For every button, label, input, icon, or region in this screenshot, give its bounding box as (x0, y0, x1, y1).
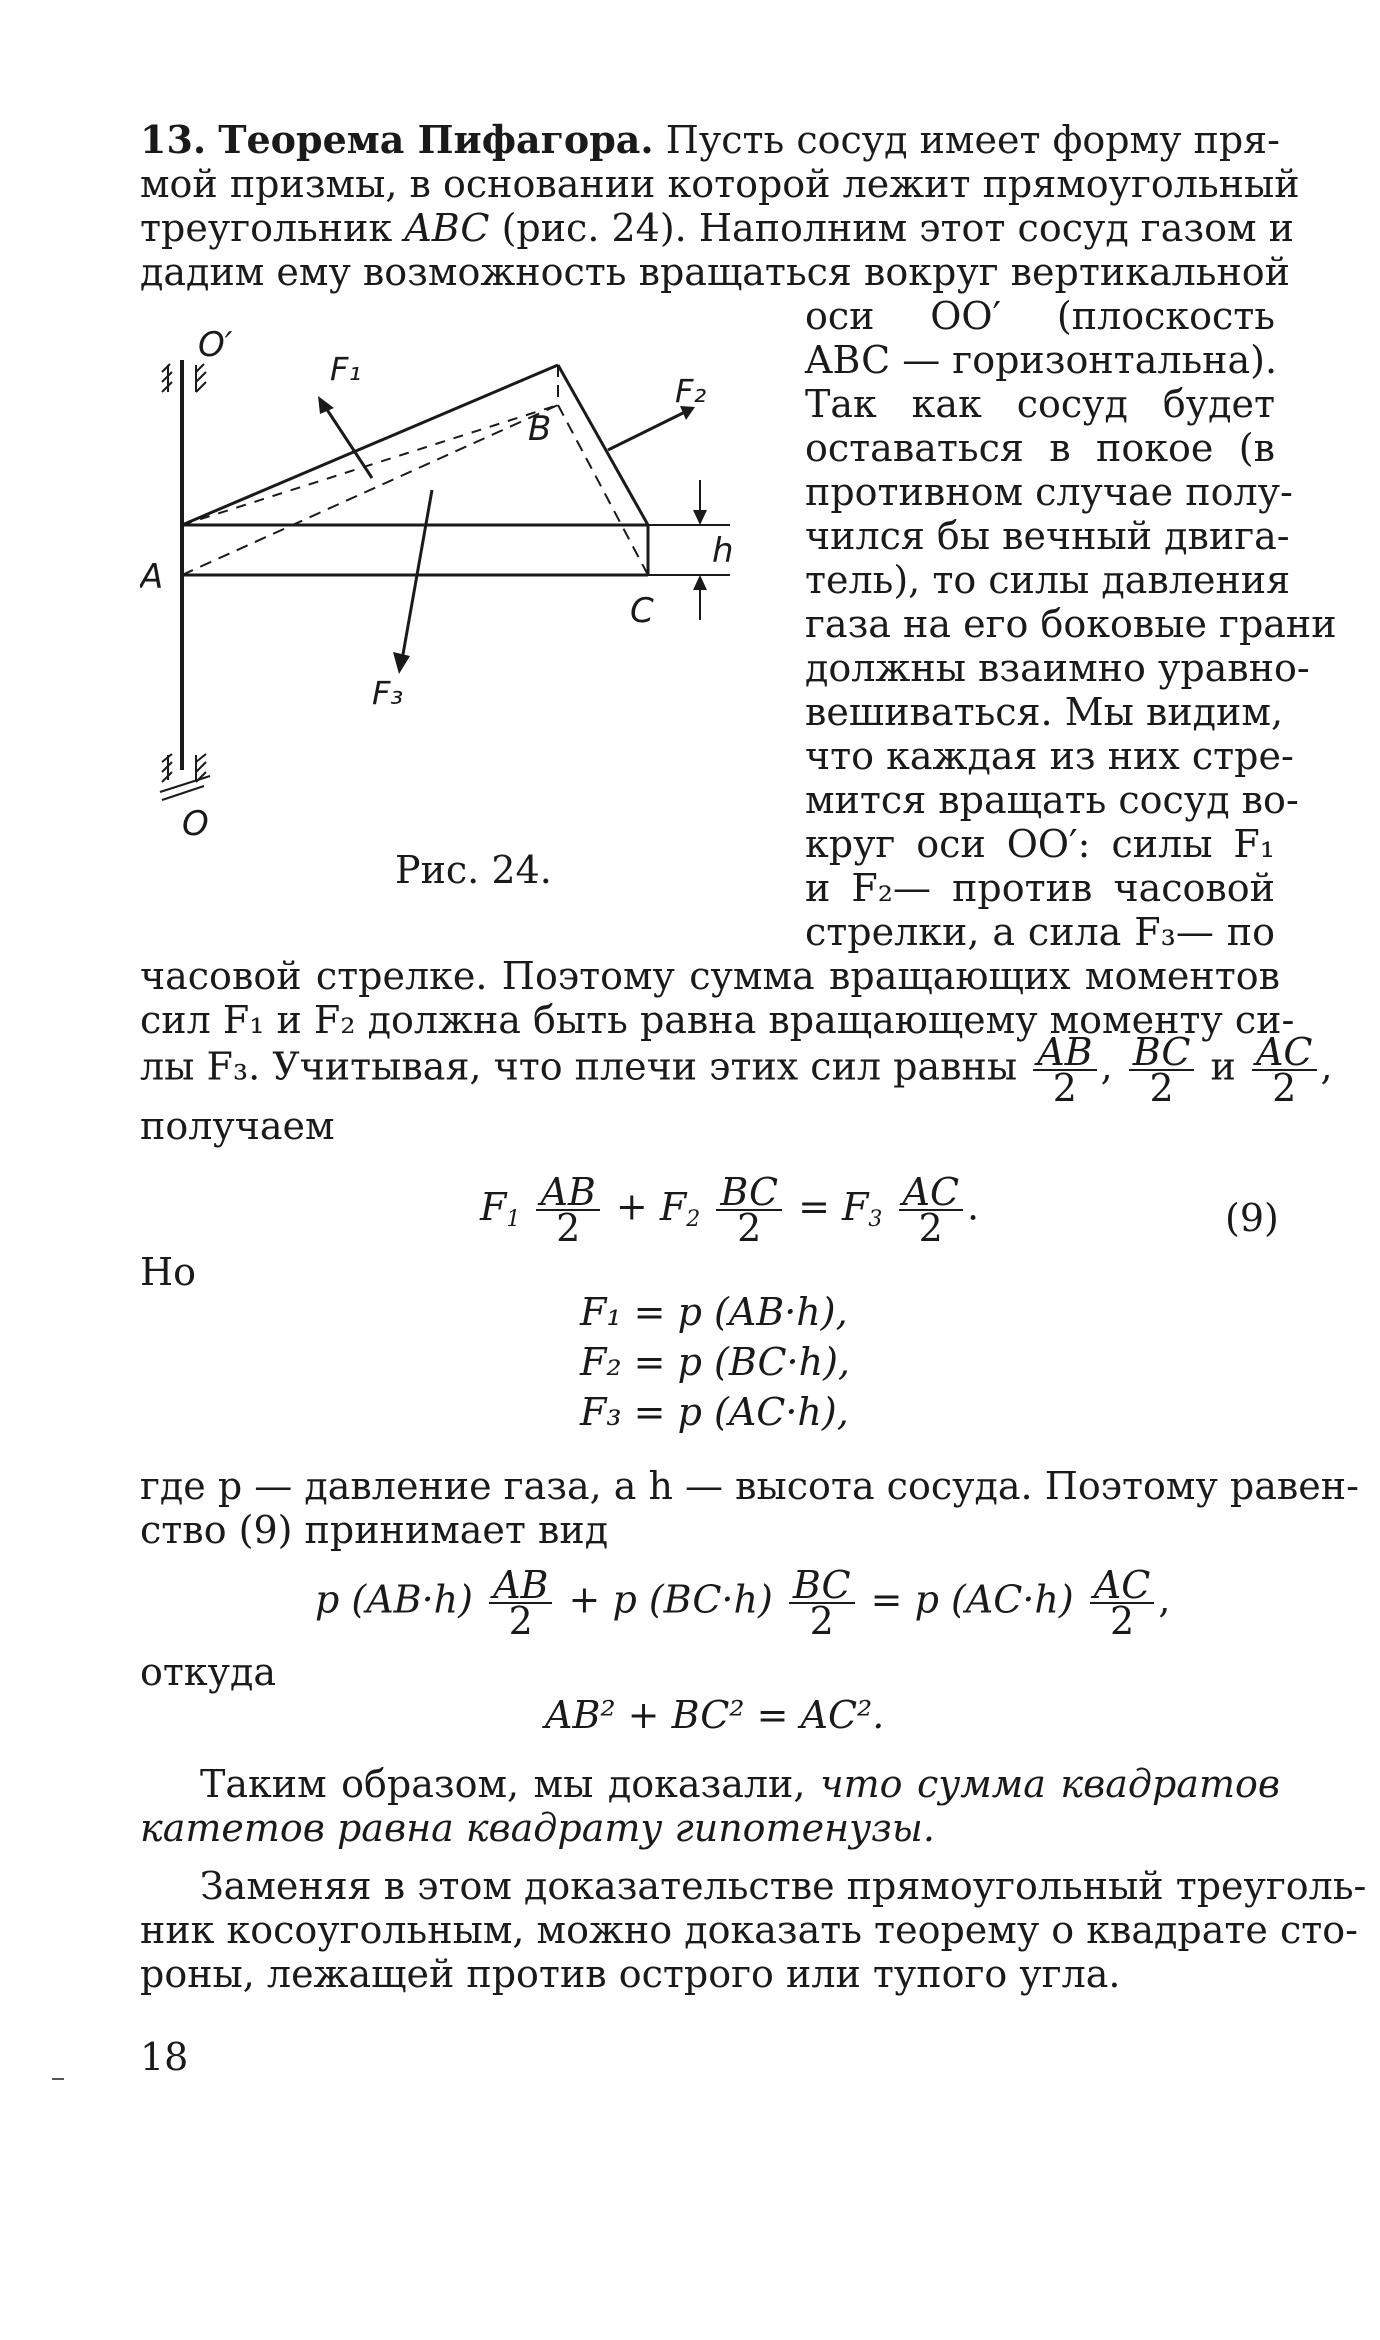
side-line: ABC — горизонтальна). (805, 338, 1278, 382)
otkuda-word: откуда (140, 1650, 277, 1694)
page-number: 18 (140, 2035, 189, 2079)
side-line: оси OO′ (плоскость (805, 294, 1275, 338)
section-line-2: мой призмы, в основании которой лежит прямоугольный (140, 162, 1300, 206)
side-line: мится вращать сосуд во- (805, 778, 1299, 822)
section-line-4: дадим ему возможность вращаться вокруг вертикальной (140, 250, 1290, 294)
para1-line-4: получаем (140, 1104, 335, 1148)
conclusion-line-2: катетов равна квадрату гипотенузы. (140, 1806, 935, 1850)
para1-line-1: часовой стрелке. Поэтому сумма вращающих моментов (140, 954, 1280, 998)
label-a: A (140, 557, 164, 597)
label-f3: F₃ (372, 674, 404, 712)
pythagoras-equation: AB² + BC² = AC². (545, 1693, 885, 1737)
section-number: 13. (140, 117, 207, 162)
side-line: стрелки, а сила F₃— по (805, 910, 1275, 954)
side-line: и F₂— против часовой (805, 866, 1275, 910)
label-o-bottom: O (182, 804, 209, 844)
section-line-1: 13. Теорема Пифагора. Пусть сосуд имеет форму пря- (140, 117, 1280, 162)
force-eq-3: F₃ = p (AC·h), (580, 1390, 849, 1434)
side-line: чился бы вечный двига- (805, 514, 1290, 558)
final-line-2: ник косоугольным, можно доказать теорему о квадрате сто- (140, 1908, 1359, 1952)
label-f1: F₁ (330, 350, 362, 388)
side-line: что каждая из них стре- (805, 734, 1294, 778)
final-line-1: Заменяя в этом доказательстве прямоугольный треуголь- (200, 1864, 1367, 1908)
equation-9: $F_1$ $\frac{AB}{2}$ + $F_2$ $\frac{BC}{2}$ = $F_3$ $\frac{AC}{2}$ . (480, 1170, 980, 1250)
label-b: B (528, 409, 552, 449)
section-line-3: треугольник ABC (рис. 24). Наполним этот сосуд газом и (140, 206, 1294, 250)
side-line: круг оси OO′: силы F₁ (805, 822, 1275, 866)
side-line: газа на его боковые грани (805, 602, 1337, 646)
side-line: вешиваться. Мы видим, (805, 690, 1284, 734)
bottom-bearing-icon (160, 754, 210, 800)
figure-24 (140, 330, 780, 890)
side-line: тель), то силы давления (805, 558, 1291, 602)
label-f2: F₂ (675, 372, 707, 410)
fraction-ab-2: $\frac{AB}{2}$ (1033, 1035, 1096, 1105)
label-h: h (712, 531, 734, 571)
label-c: C (630, 591, 654, 631)
para1-line-2: сил F₁ и F₂ должна быть равна вращающему моменту си- (140, 998, 1295, 1042)
side-line: должны взаимно уравно- (805, 646, 1310, 690)
fraction-bc-2: $\frac{BC}{2}$ (1129, 1035, 1195, 1105)
no-word: Но (140, 1250, 197, 1294)
force-eq-1: F₁ = p (AB·h), (580, 1290, 848, 1334)
para2-line-1: где p — давление газа, а h — высота сосуда. Поэтому равен- (140, 1464, 1359, 1508)
side-line: оставаться в покое (в (805, 426, 1275, 470)
section-title: Теорема Пифагора. (218, 117, 654, 162)
edge-mark (52, 2078, 64, 2080)
pressure-equation: p (AB·h) $\frac{AB}{2}$ + p (BC·h) $\frac{BC}{2}$ = p (AC·h) $\frac{AC}{2}$ , (315, 1563, 1171, 1643)
para2-line-2: ство (9) принимает вид (140, 1508, 609, 1552)
equation-9-label: (9) (1225, 1196, 1279, 1240)
para1-line-3: лы F₃. Учитывая, что плечи этих сил равны $\frac{AB}{2}$ , $\frac{BC}{2}$ и $\frac{AC}{2}$ , (140, 1030, 1333, 1110)
force-eq-2: F₂ = p (BC·h), (580, 1340, 850, 1384)
conclusion-line-1: Таким образом, мы доказали, что сумма квадратов (200, 1762, 1280, 1806)
fraction-ac-2: $\frac{AC}{2}$ (1252, 1035, 1317, 1105)
side-line: Так как сосуд будет (805, 382, 1275, 426)
final-line-3: роны, лежащей против острого или тупого угла. (140, 1952, 1121, 1996)
side-line: противном случае полу- (805, 470, 1293, 514)
label-o-top: O′ (198, 330, 233, 365)
figure-caption: Рис. 24. (395, 848, 552, 892)
